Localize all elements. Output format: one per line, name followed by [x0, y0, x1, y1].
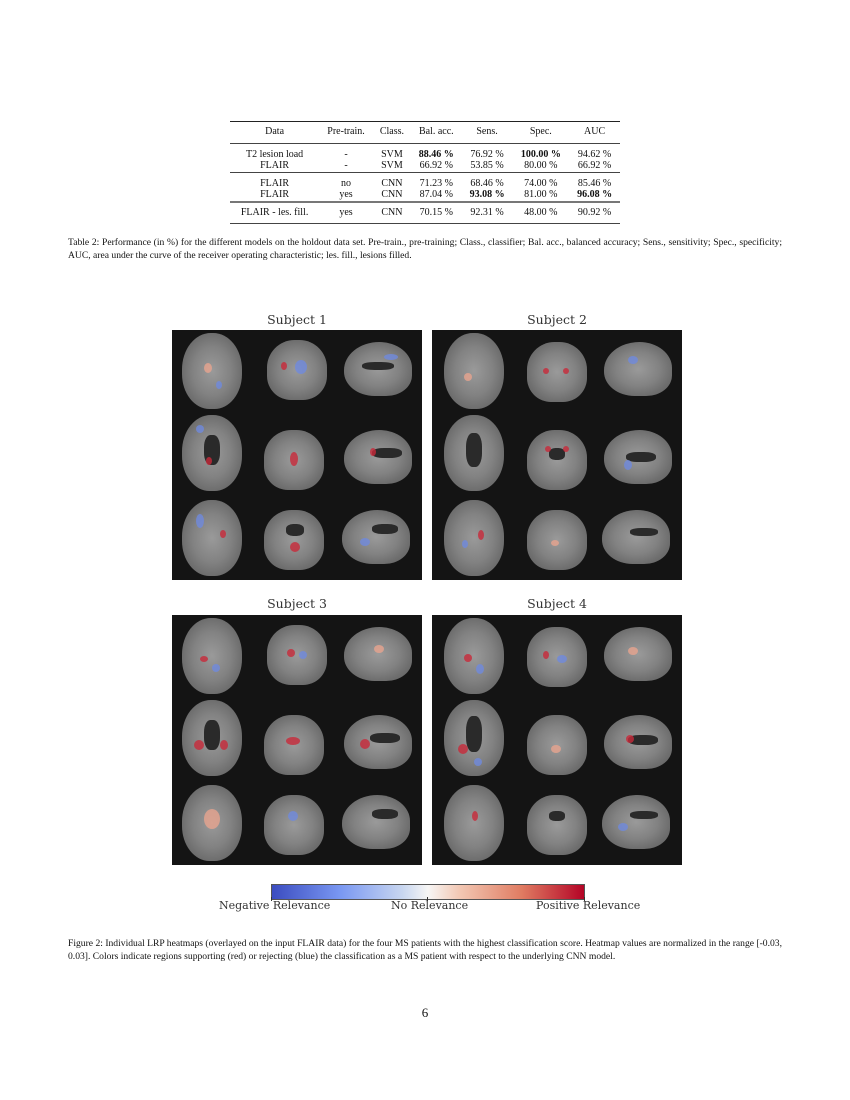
col-header-class: Class. [379, 126, 404, 137]
table-row: FLAIR - SVM 66.92 % 53.85 % 80.00 % 66.92 % [260, 160, 612, 171]
axial-slice [444, 415, 504, 491]
col-header-data: Data [265, 126, 285, 137]
axial-slice [182, 415, 242, 491]
col-header-auc: AUC [584, 126, 606, 137]
table-caption: Table 2: Performance (in %) for the different models on the holdout data set. Pre-train., pre-training; Class., classifier; Bal. acc., balanced accuracy; Sens., sensitivity; Spec., specificity; AUC, area under the curve of the receiver operating characteristic; les. fill., lesions filled. [68, 237, 782, 261]
page-number: 6 [421, 1005, 429, 1020]
axial-slice [182, 333, 242, 409]
axial-slice [444, 785, 504, 861]
heatmap-panel-subject-3 [172, 615, 422, 865]
colorbar-label-positive: Positive Relevance [536, 899, 641, 912]
sagittal-slice [604, 627, 672, 681]
coronal-slice [264, 430, 324, 490]
coronal-slice [264, 715, 324, 775]
sagittal-slice [604, 715, 672, 769]
coronal-slice [527, 627, 587, 687]
axial-slice [444, 700, 504, 776]
axial-slice [444, 618, 504, 694]
subject-title: Subject 4 [527, 596, 587, 611]
coronal-slice [527, 510, 587, 570]
sagittal-slice [344, 627, 412, 681]
col-header-pretrain: Pre-train. [327, 126, 365, 137]
table-row: FLAIR yes CNN 87.04 % 93.08 % 81.00 % 96.08 % [260, 189, 613, 200]
subject-title: Subject 1 [267, 312, 327, 327]
axial-slice [182, 700, 242, 776]
sagittal-slice [604, 342, 672, 396]
col-header-spec: Spec. [529, 126, 552, 137]
coronal-slice [267, 625, 327, 685]
coronal-slice [264, 795, 324, 855]
axial-slice [444, 500, 504, 576]
sagittal-slice [602, 510, 670, 564]
axial-slice [182, 785, 242, 861]
relevance-colorbar [271, 884, 585, 900]
figure-caption: Figure 2: Individual LRP heatmaps (overlayed on the input FLAIR data) for the four MS patients with the highest classification score. Heatmap values are normalized in the range [-0.03, 0.03]. Colors indicate regions supporting (red) or rejecting (blue) the classification as a MS patient with respect to the underlying CNN model. [68, 938, 782, 962]
results-table [230, 121, 620, 224]
axial-slice [182, 500, 242, 576]
heatmap-panel-subject-2 [432, 330, 682, 580]
axial-slice [444, 333, 504, 409]
col-header-sens: Sens. [476, 126, 498, 137]
sagittal-slice [342, 795, 410, 849]
coronal-slice [527, 795, 587, 855]
sagittal-slice [344, 715, 412, 769]
colorbar-label-negative: Negative Relevance [219, 899, 331, 912]
table-row: T2 lesion load - SVM 88.46 % 76.92 % 100.00 % 94.62 % [230, 143, 620, 160]
coronal-slice [527, 715, 587, 775]
coronal-slice [527, 342, 587, 402]
col-header-bal-acc: Bal. acc. [418, 126, 454, 137]
heatmap-panel-subject-1 [172, 330, 422, 580]
axial-slice [182, 618, 242, 694]
sagittal-slice [344, 430, 412, 484]
sagittal-slice [342, 510, 410, 564]
sagittal-slice [344, 342, 412, 396]
coronal-slice [264, 510, 324, 570]
colorbar-label-neutral: No Relevance [391, 899, 469, 912]
coronal-slice [267, 340, 327, 400]
table-row: FLAIR no CNN 71.23 % 68.46 % 74.00 % 85.46 % [230, 172, 620, 189]
heatmap-panel-subject-4 [432, 615, 682, 865]
subject-title: Subject 2 [527, 312, 587, 327]
subject-title: Subject 3 [267, 596, 327, 611]
sagittal-slice [604, 430, 672, 484]
coronal-slice [527, 430, 587, 490]
table-row: FLAIR - les. fill. yes CNN 70.15 % 92.31 % 48.00 % 90.92 % [230, 202, 620, 224]
sagittal-slice [602, 795, 670, 849]
